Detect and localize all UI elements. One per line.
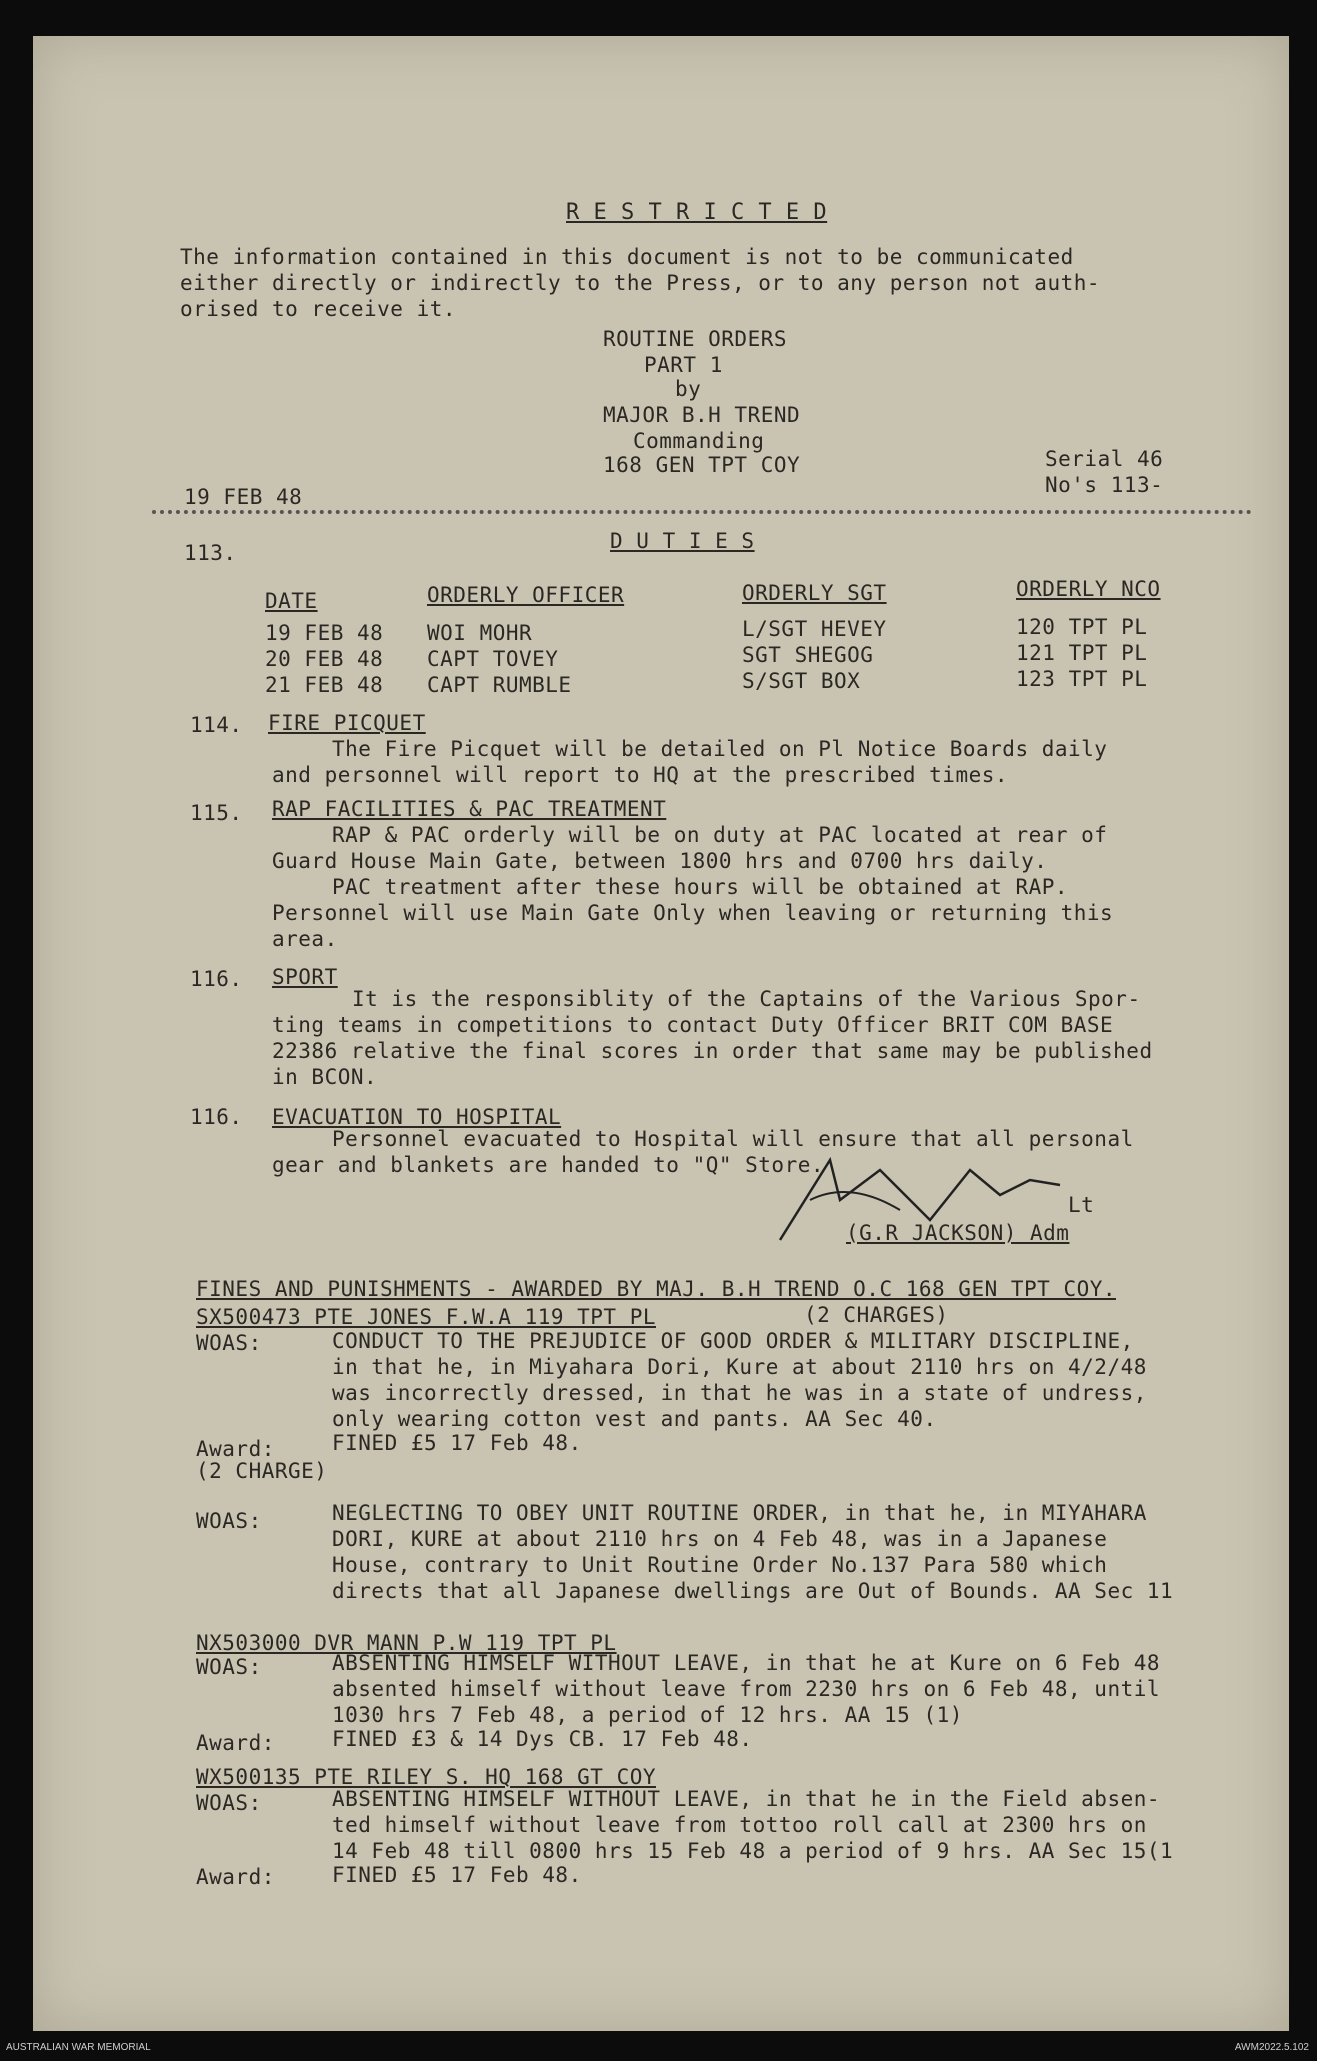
- case-1-award: FINED £5 17 Feb 48.: [332, 1431, 582, 1455]
- section-number-114: 114.: [190, 713, 243, 737]
- case-1-award-label: Award:: [196, 1437, 275, 1461]
- case-3-award: FINED £5 17 Feb 48.: [332, 1863, 582, 1887]
- case-1-second-charge-label: (2 CHARGE): [196, 1459, 328, 1483]
- case-2-id: NX503000 DVR MANN P.W 119 TPT PL: [196, 1631, 617, 1655]
- case-3-id: WX500135 PTE RILEY S. HQ 168 GT COY: [196, 1765, 657, 1789]
- case-2-award-label: Award:: [196, 1731, 275, 1755]
- rap-line-4: Personnel will use Main Gate Only when leaving or returning this: [272, 901, 1114, 925]
- footer-reference: AWM2022.5.102: [1234, 2042, 1309, 2053]
- case-1-woas-label: WOAS:: [196, 1331, 262, 1355]
- case-3-woas-line-3: 14 Feb 48 till 0800 hrs 15 Feb 48 a period of 9 hrs. AA Sec 15(1: [332, 1839, 1174, 1863]
- evacuation-line-1: Personnel evacuated to Hospital will ensure that all personal: [332, 1127, 1134, 1151]
- notice-line-3: orised to receive it.: [180, 297, 457, 321]
- duties-row-3-date: 21 FEB 48: [265, 673, 384, 697]
- section-heading-evacuation: EVACUATION TO HOSPITAL: [272, 1105, 562, 1129]
- duties-row-3-nco: 123 TPT PL: [1016, 667, 1148, 691]
- title-line-2: PART 1: [644, 353, 723, 377]
- separator-dotted: [152, 510, 1252, 514]
- rap-line-5: area.: [272, 927, 338, 951]
- duties-row-1-date: 19 FEB 48: [265, 621, 384, 645]
- notice-line-1: The information contained in this document is not to be communicated: [180, 245, 1074, 269]
- section-number-115: 115.: [190, 801, 243, 825]
- title-line-1: ROUTINE ORDERS: [603, 327, 788, 351]
- rap-line-1: RAP & PAC orderly will be on duty at PAC located at rear of: [332, 823, 1108, 847]
- case-3-woas-label: WOAS:: [196, 1791, 262, 1815]
- duties-col-nco: ORDERLY NCO: [1016, 577, 1161, 601]
- case-1-woas-line-2: in that he, in Miyahara Dori, Kure at about 2110 hrs on 4/2/48: [332, 1355, 1147, 1379]
- duties-col-sgt: ORDERLY SGT: [742, 581, 887, 605]
- sport-line-2: ting teams in competitions to contact Duty Officer BRIT COM BASE: [272, 1013, 1114, 1037]
- duties-heading: D U T I E S: [610, 529, 755, 553]
- case-2-woas-line-3: 1030 hrs 7 Feb 48, a period of 12 hrs. AA 15 (1): [332, 1703, 963, 1727]
- section-heading-sport: SPORT: [272, 965, 338, 989]
- section-number-116-evacuation: 116.: [190, 1105, 243, 1129]
- fines-heading: FINES AND PUNISHMENTS - AWARDED BY MAJ. B.H TREND O.C 168 GEN TPT COY.: [196, 1277, 1117, 1301]
- notice-line-2: either directly or indirectly to the Press, or to any person not auth-: [180, 271, 1101, 295]
- fire-picquet-line-1: The Fire Picquet will be detailed on Pl Notice Boards daily: [332, 737, 1108, 761]
- title-line-5: Commanding: [633, 429, 765, 453]
- case-2-woas-line-2: absented himself without leave from 2230 hrs on 6 Feb 48, until: [332, 1677, 1161, 1701]
- evacuation-line-2: gear and blankets are handed to "Q" Store.: [272, 1153, 825, 1177]
- duties-row-2-nco: 121 TPT PL: [1016, 641, 1148, 665]
- duties-row-2-sgt: SGT SHEGOG: [742, 643, 874, 667]
- title-line-4: MAJOR B.H TREND: [603, 403, 801, 427]
- duties-row-1-officer: WOI MOHR: [427, 621, 533, 645]
- duties-row-2-officer: CAPT TOVEY: [427, 647, 559, 671]
- case-1-woas2-line-1: NEGLECTING TO OBEY UNIT ROUTINE ORDER, in that he, in MIYAHARA: [332, 1501, 1147, 1525]
- case-2-woas-label: WOAS:: [196, 1655, 262, 1679]
- duties-col-officer: ORDERLY OFFICER: [427, 583, 625, 607]
- signature-rank: Lt: [1068, 1193, 1095, 1217]
- title-line-3: by: [675, 377, 702, 401]
- fire-picquet-line-2: and personnel will report to HQ at the prescribed times.: [272, 763, 1009, 787]
- order-numbers: No's 113-: [1045, 473, 1164, 497]
- section-heading-rap: RAP FACILITIES & PAC TREATMENT: [272, 797, 667, 821]
- case-1-charge-note: (2 CHARGES): [804, 1303, 949, 1327]
- duties-row-2-date: 20 FEB 48: [265, 647, 384, 671]
- duties-row-1-sgt: L/SGT HEVEY: [742, 617, 887, 641]
- duties-row-3-sgt: S/SGT BOX: [742, 669, 861, 693]
- serial-number: Serial 46: [1045, 447, 1164, 471]
- restricted-heading: R E S T R I C T E D: [566, 200, 828, 225]
- title-line-6: 168 GEN TPT COY: [603, 453, 801, 477]
- case-1-woas-line-3: was incorrectly dressed, in that he was in a state of undress,: [332, 1381, 1147, 1405]
- case-1-id: SX500473 PTE JONES F.W.A 119 TPT PL: [196, 1305, 657, 1329]
- case-1-woas-line-4: only wearing cotton vest and pants. AA Sec 40.: [332, 1407, 937, 1431]
- case-3-woas-line-2: ted himself without leave from tottoo roll call at 2300 hrs on: [332, 1813, 1147, 1837]
- case-1-woas2-line-2: DORI, KURE at about 2110 hrs on 4 Feb 48, was in a Japanese: [332, 1527, 1108, 1551]
- case-1-woas2-label: WOAS:: [196, 1509, 262, 1533]
- footer-source: AUSTRALIAN WAR MEMORIAL: [6, 2042, 151, 2053]
- sport-line-1: It is the responsiblity of the Captains of the Various Spor-: [352, 987, 1141, 1011]
- duties-row-3-officer: CAPT RUMBLE: [427, 673, 572, 697]
- case-2-woas-line-1: ABSENTING HIMSELF WITHOUT LEAVE, in that he at Kure on 6 Feb 48: [332, 1651, 1161, 1675]
- case-1-woas-line-1: CONDUCT TO THE PREJUDICE OF GOOD ORDER & MILITARY DISCIPLINE,: [332, 1329, 1134, 1353]
- case-3-award-label: Award:: [196, 1865, 275, 1889]
- case-2-award: FINED £3 & 14 Dys CB. 17 Feb 48.: [332, 1727, 753, 1751]
- rap-line-2: Guard House Main Gate, between 1800 hrs and 0700 hrs daily.: [272, 849, 1048, 873]
- section-number-116-sport: 116.: [190, 967, 243, 991]
- sport-line-3: 22386 relative the final scores in order that same may be published: [272, 1039, 1153, 1063]
- duties-row-1-nco: 120 TPT PL: [1016, 615, 1148, 639]
- order-date: 19 FEB 48: [184, 485, 303, 509]
- signature-name: (G.R JACKSON) Adm: [846, 1221, 1070, 1245]
- section-heading-fire-picquet: FIRE PICQUET: [268, 711, 426, 735]
- duties-col-date: DATE: [265, 589, 318, 613]
- case-3-woas-line-1: ABSENTING HIMSELF WITHOUT LEAVE, in that he in the Field absen-: [332, 1787, 1161, 1811]
- case-1-woas2-line-3: House, contrary to Unit Routine Order No.137 Para 580 which: [332, 1553, 1108, 1577]
- section-number-113: 113.: [184, 541, 237, 565]
- sport-line-4: in BCON.: [272, 1065, 378, 1089]
- case-1-woas2-line-4: directs that all Japanese dwellings are Out of Bounds. AA Sec 11: [332, 1579, 1174, 1603]
- rap-line-3: PAC treatment after these hours will be obtained at RAP.: [332, 875, 1069, 899]
